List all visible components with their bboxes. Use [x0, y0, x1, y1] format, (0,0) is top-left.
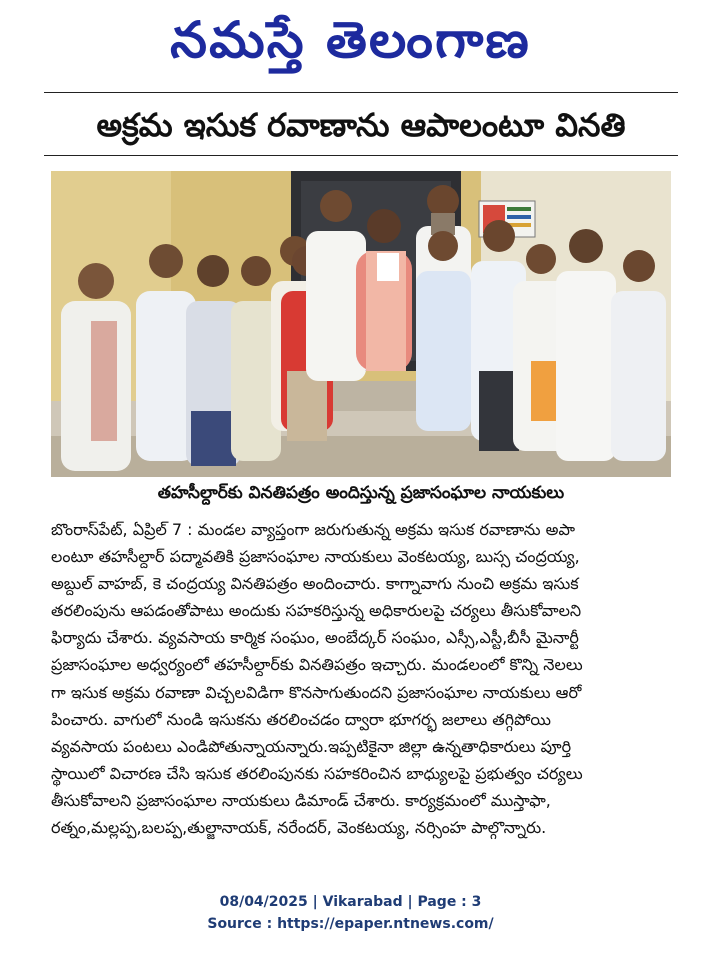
- article-line: స్థాయిలో విచారణ చేసి ఇసుక తరలింపునకు సహకరించిన బాధ్యులపై ప్రభుత్వం చర్యలు: [51, 763, 583, 783]
- masthead-divider: [44, 92, 678, 93]
- article-line: ప్రజాసంఘాల అధ్వర్యంలో తహసీల్దార్‌కు వినతిపత్రం ఇచ్చారు. మండలంలో కొన్ని నెలలు: [51, 655, 583, 675]
- article-line: లంటూ తహసీల్దార్ పద్మావతికి ప్రజాసంఘాల నాయకులు వెంకటయ్య, బుస్స చంద్రయ్య,: [51, 547, 580, 567]
- photo-caption: తహసీల్దార్‌కు వినతిపత్రం అందిస్తున్న ప్రజాసంఘాల నాయకులు: [157, 483, 565, 503]
- article-line: ఫిర్యాదు చేశారు. వ్యవసాయ కార్మిక సంఘం, అంబేద్కర్ సంఘం, ఎస్సీ,ఎస్టీ,బీసీ మైనార్టీ: [51, 628, 579, 648]
- news-photo-illustration: [51, 171, 671, 477]
- news-photo: [51, 171, 671, 477]
- article-line: తరలింపును ఆపడంతోపాటు అందుకు సహకరిస్తున్న అధికారులపై చర్యలు తీసుకోవాలని: [51, 601, 582, 621]
- article-line: పించారు. వాగులో నుండి ఇసుకను తరలించడం ద్వారా భూగర్భ జలాలు తగ్గిపోయి: [51, 709, 551, 729]
- article-line: బొంరాస్‌పేట్, ఏప్రిల్ 7 : మండల వ్యాప్తంగా జరుగుతున్న అక్రమ ఇసుక రవాణాను అపా: [51, 520, 575, 539]
- article-line: అబ్దుల్ వాహబ్, కె చంద్రయ్య వినతిపత్రం అందించారు. కాగ్నావాగు నుంచి అక్రమ ఇసుక: [51, 574, 579, 594]
- article-line: వ్యవసాయ పంటలు ఎండిపోతున్నాయన్నారు.ఇప్పటికైనా జిల్లా ఉన్నతాధికారులు పూర్తి: [51, 736, 572, 756]
- footer-dateline: 08/04/2025 | Vikarabad | Page : 3: [219, 894, 482, 910]
- footer-source: Source : https://epaper.ntnews.com/: [207, 916, 494, 932]
- article-headline: అక్రమ ఇసుక రవాణాను ఆపాలంటూ వినతి: [96, 106, 626, 144]
- article-line: రత్నం,మల్లప్ప,బలప్ప,తుల్జానాయక్, నరేందర్, వెంకటయ్య, నర్సింహ పాల్గొన్నారు.: [51, 818, 547, 838]
- newspaper-masthead: నమస్తే తెలంగాణ: [170, 11, 531, 69]
- article-line: గా ఇసుక అక్రమ రవాణా విచ్చలవిడిగా కొనసాగుతుందని ప్రజాసంఘాల నాయకులు ఆరో: [51, 682, 582, 702]
- headline-divider: [44, 155, 678, 156]
- article-line: తీసుకోవాలని ప్రజాసంఘాల నాయకులు డిమాండ్ చేశారు. కార్యక్రమంలో ముస్తాఫా,: [51, 790, 551, 810]
- article-body: [51, 516, 673, 841]
